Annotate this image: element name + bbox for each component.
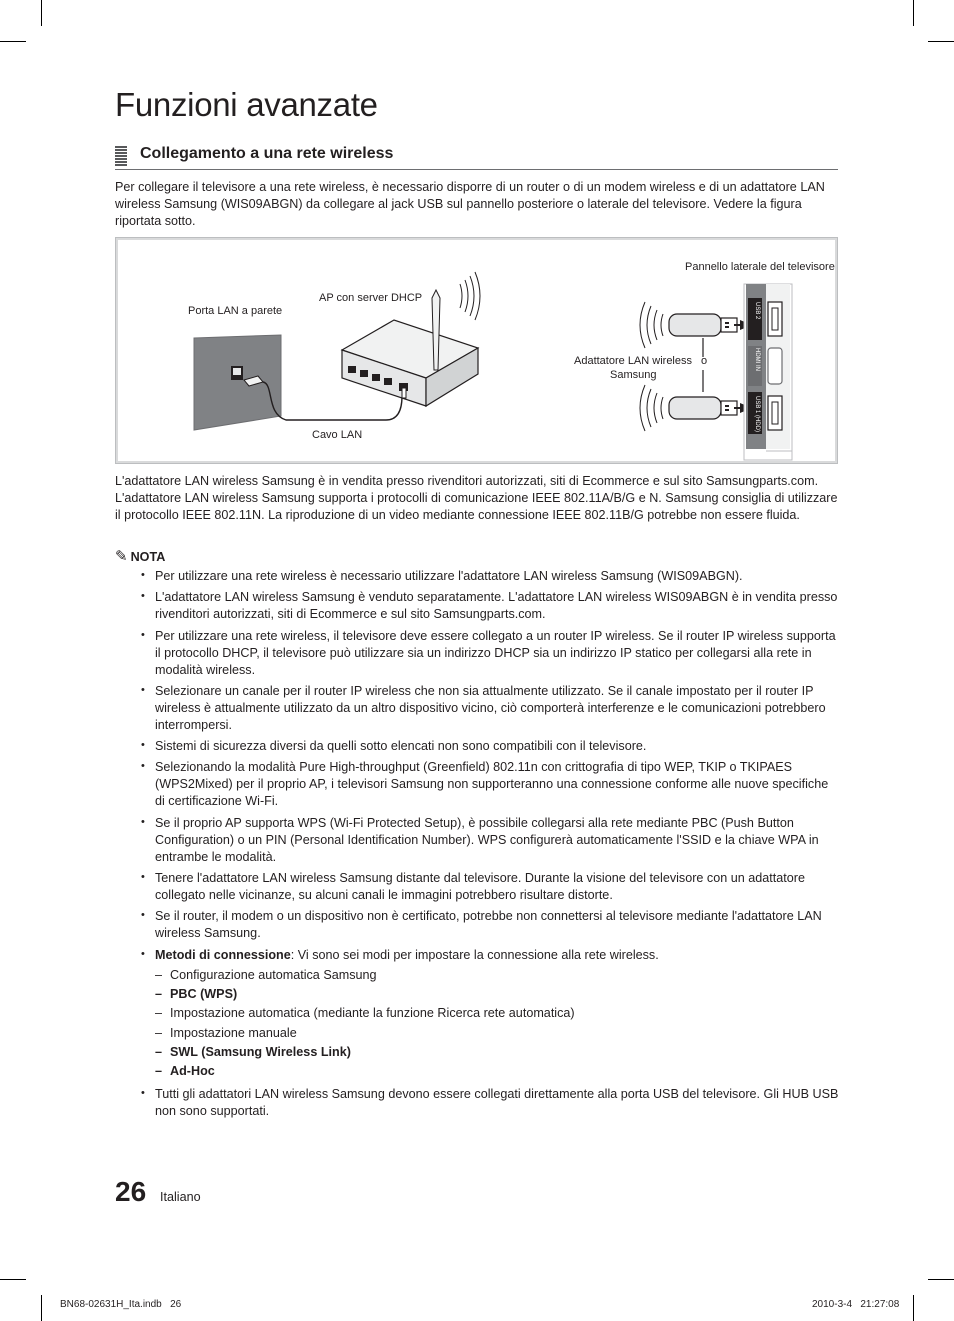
label-tv-panel: Pannello laterale del televisore [685, 261, 835, 273]
antenna-icon [432, 290, 440, 370]
usb-adapter-top-icon [669, 314, 737, 336]
crop-mark [0, 41, 26, 42]
method-item: – Impostazione manuale [155, 1024, 840, 1043]
adapter-bottom-wifi-waves-icon [640, 385, 663, 431]
label-adapter-line1: Adattatore LAN wireless [574, 355, 692, 367]
router-wifi-waves-icon [460, 272, 480, 320]
list-item: • L'adattatore LAN wireless Samsung è venduto separatamente. L'adattatore LAN wireless WIS09ABGN è in vendita presso rivenditori autorizzati, siti di Ecommerce e sul sito Samsungparts.com. [115, 589, 840, 623]
methods-list [155, 966, 840, 1082]
list-item: • Sistemi di sicurezza diversi da quelli sotto elencati non sono compatibili con il televisore. [115, 738, 840, 755]
list-item: • Selezionando la modalità Pure High-throughput (Greenfield) 802.11n con crittografia di tipo WEP, TKIP o TKIPAES (WPS2Mixed) per il proprio AP, i televisori Samsung non supporteranno una connessione conforme alle nuove specifiche di certificazione Wi-Fi. [115, 759, 840, 810]
body-paragraph: L'adattatore LAN wireless Samsung è in vendita presso rivenditori autorizzati, siti di Ecommerce e sul sito Samsungparts.com. L'adattatore LAN wireless Samsung supporta i protocolli di comunicazione IEEE 802.11A/B/G e N. Samsung consiglia di utilizzare il protocollo IEEE 802.11N. La riproduzione di un video mediante connessione IEEE 802.11B/G potrebbe non essere fluida. [115, 474, 838, 522]
list-item: • Selezionare un canale per il router IP wireless che non sia attualmente utilizzato. Se il canale impostato per il router IP wireless è attualmente utilizzato da un altro dispositivo vicino, ciò comporterà interferenze e le comunicazioni potrebbero interrompersi. [115, 683, 840, 734]
connection-diagram [115, 237, 838, 464]
page-language: Italiano [160, 1190, 201, 1204]
list-item: • Se il router, il modem o un dispositivo non è certificato, potrebbe non connettersi al televisore mediante l'adattatore LAN wireless Samsung. [115, 908, 840, 942]
list-item: • Tenere l'adattatore LAN wireless Samsung distante dal televisore. Durante la visione del televisore con un adattatore collegato nelle vicinanze, su alcuni canali le immagini potrebbero risultare distorte. [115, 870, 840, 904]
label-wall-port: Porta LAN a parete [188, 305, 283, 317]
label-or: o [701, 355, 708, 367]
crop-mark [913, 0, 914, 26]
crop-mark [0, 1279, 26, 1280]
port-label-usb2: USB 2 [754, 302, 760, 320]
adapter-top-wifi-waves-icon [640, 302, 663, 348]
note-label: NOTA [130, 550, 166, 564]
method-item: – PBC (WPS) [155, 985, 840, 1004]
tv-side-panel [744, 284, 792, 460]
list-item: • Se il proprio AP supporta WPS (Wi-Fi Protected Setup), è possibile collegarsi alla rete mediante PBC (Push Button Configuration) o un PIN (Personal Identification Number). WPS configurerà automaticamente l'SSID e la chiave WPA in entrambe le modalità. [115, 815, 840, 866]
crop-mark [928, 1279, 954, 1280]
section-title: Collegamento a una rete wireless [140, 145, 394, 162]
section-bar-icon [115, 146, 127, 167]
list-item: • Tutti gli adattatori LAN wireless Samsung devono essere collegati direttamente alla porta USB del televisore. Gli HUB USB non sono supportati. [115, 1086, 840, 1120]
crop-mark [41, 0, 42, 26]
list-item: • Per utilizzare una rete wireless, il televisore deve essere collegato a un router IP wireless. Se il router IP wireless supporta il protocollo DHCP, il televisore può utilizzare sia un indirizzo DHCP sia un indirizzo IP statico per collegarsi alla rete in modalità wireless. [115, 628, 840, 679]
wall-icon [194, 335, 281, 430]
usb-adapter-bottom-icon [669, 397, 737, 419]
router-icon [342, 290, 478, 406]
note-list [115, 568, 840, 1124]
pencil-icon: ✎ [115, 548, 128, 565]
method-item: – SWL (Samsung Wireless Link) [155, 1043, 840, 1062]
label-lan-cable: Cavo LAN [312, 429, 363, 441]
label-ap: AP con server DHCP [319, 292, 423, 304]
page-number: 26 [115, 1176, 147, 1207]
crop-mark [928, 41, 954, 42]
method-item: – Ad-Hoc [155, 1062, 840, 1081]
list-item-methods [115, 947, 840, 1082]
method-item: – Configurazione automatica Samsung [155, 966, 840, 985]
methods-text: : Vi sono sei modi per impostare la connessione alla rete wireless. [290, 947, 659, 962]
page-title: Funzioni avanzate [115, 86, 378, 123]
footer-timestamp: 2010-3-4 21:27:08 [812, 1299, 900, 1310]
label-adapter-line2: Samsung [610, 369, 657, 381]
crop-mark [41, 1295, 42, 1321]
list-item: • Per utilizzare una rete wireless è necessario utilizzare l'adattatore LAN wireless Samsung (WIS09ABGN). [115, 568, 840, 585]
port-label-usb1: USB 1 (HDD) [754, 396, 760, 433]
intro-paragraph: Per collegare il televisore a una rete wireless, è necessario disporre di un router o di un modem wireless e di un adattatore LAN wireless Samsung (WIS09ABGN) da collegare al jack USB sul pannello posteriore o laterale del televisore. Vedere la figura riportata sotto. [115, 180, 825, 228]
methods-label: Metodi di connessione [155, 947, 291, 962]
section-heading [115, 145, 838, 170]
port-label-hdmi: HDMI IN [754, 348, 760, 371]
hdmi-port-icon [768, 348, 782, 384]
footer-file: BN68-02631H_Ita.indb 26 [60, 1299, 182, 1310]
note-heading [115, 547, 165, 565]
crop-mark [913, 1295, 914, 1321]
method-item: – Impostazione automatica (mediante la funzione Ricerca rete automatica) [155, 1004, 840, 1023]
